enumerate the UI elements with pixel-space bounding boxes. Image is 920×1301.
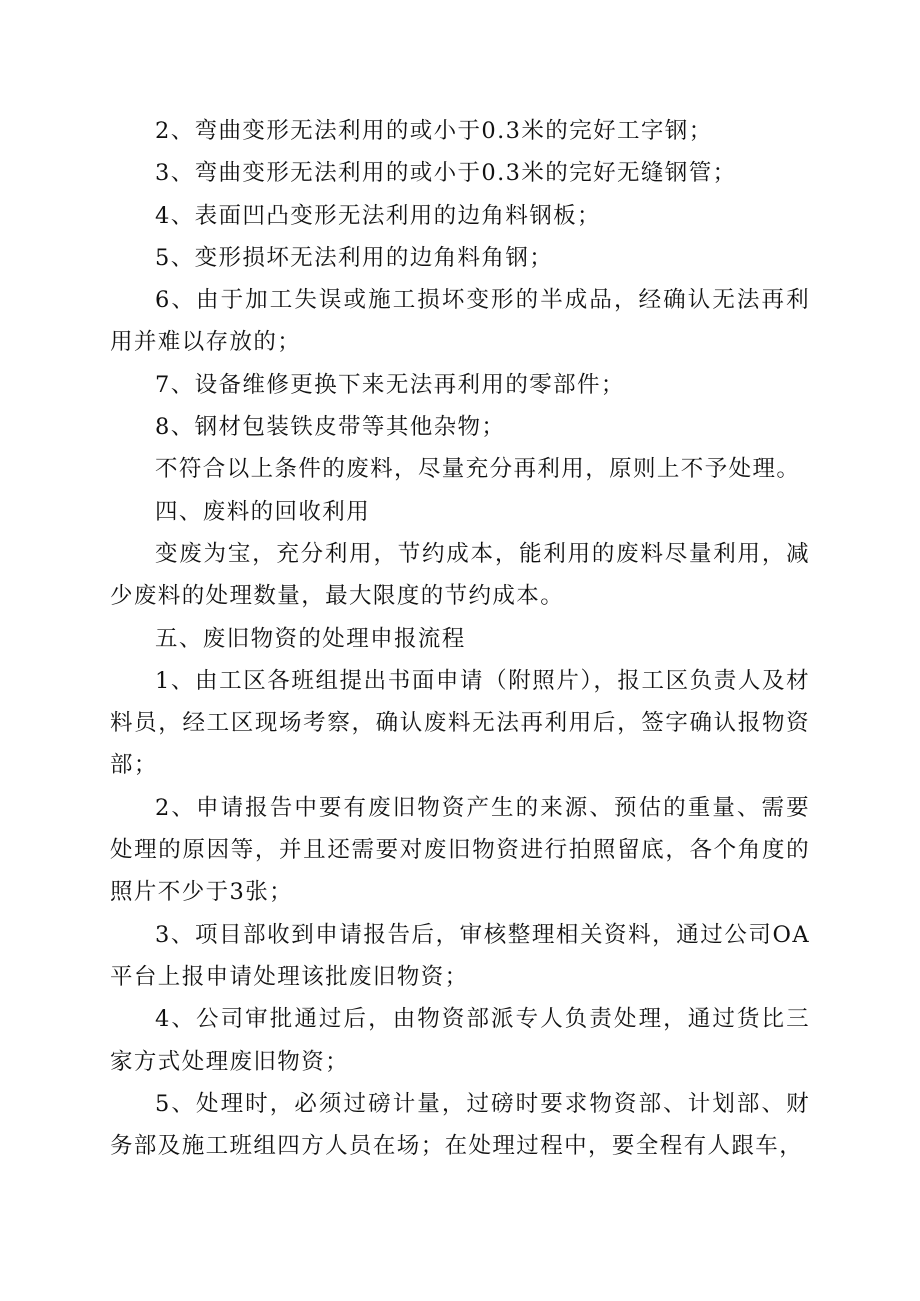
document-body: [110, 110, 810, 1167]
paragraph-step-3: 3、项目部收到申请报告后，审核整理相关资料，通过公司OA平台上报申请处理该批废旧物资；: [110, 921, 810, 990]
paragraph-item-8-packaging: 8、钢材包装铁皮带等其他杂物；: [155, 414, 506, 441]
paragraph-step-1: 1、由工区各班组提出书面申请（附照片），报工区负责人及材料员，经工区现场考察，确认废料无法再利用后，签字确认报物资部；: [110, 667, 810, 779]
paragraph-reuse-principle: 不符合以上条件的废料，尽量充分再利用，原则上不予处理。: [155, 456, 801, 483]
paragraph-step-2: 2、申请报告中要有废旧物资产生的来源、预估的重量、需要处理的原因等，并且还需要对废旧物资进行拍照留底，各个角度的照片不少于3张；: [110, 794, 810, 906]
paragraph-step-5: 5、处理时，必须过磅计量，过磅时要求物资部、计划部、财务部及施工班组四方人员在场；在处理过程中，要全程有人跟车，: [110, 1090, 810, 1160]
section-heading-5: 五、废旧物资的处理申报流程: [155, 625, 466, 652]
paragraph-item-3-seamless-pipe: 3、弯曲变形无法利用的或小于0.3米的完好无缝钢管；: [155, 160, 737, 187]
section-heading-4: 四、废料的回收利用: [155, 498, 371, 525]
paragraph-item-7-spare-parts: 7、设备维修更换下来无法再利用的零部件；: [155, 371, 625, 398]
paragraph-item-6-semi-finished: 6、由于加工失误或施工损坏变形的半成品，经确认无法再利用并难以存放的；: [110, 287, 810, 356]
paragraph-item-5-angle-steel: 5、变形损坏无法利用的边角料角钢；: [155, 244, 554, 271]
paragraph-item-2-i-beam: 2、弯曲变形无法利用的或小于0.3米的完好工字钢；: [155, 118, 713, 144]
paragraph-step-4: 4、公司审批通过后，由物资部派专人负责处理，通过货比三家方式处理废旧物资；: [110, 1006, 810, 1075]
paragraph-item-4-steel-plate: 4、表面凹凸变形无法利用的边角料钢板；: [155, 202, 601, 229]
paragraph-recycling: 变废为宝，充分利用，节约成本，能利用的废料尽量利用，减少废料的处理数量，最大限度的节约成本。: [110, 540, 810, 610]
